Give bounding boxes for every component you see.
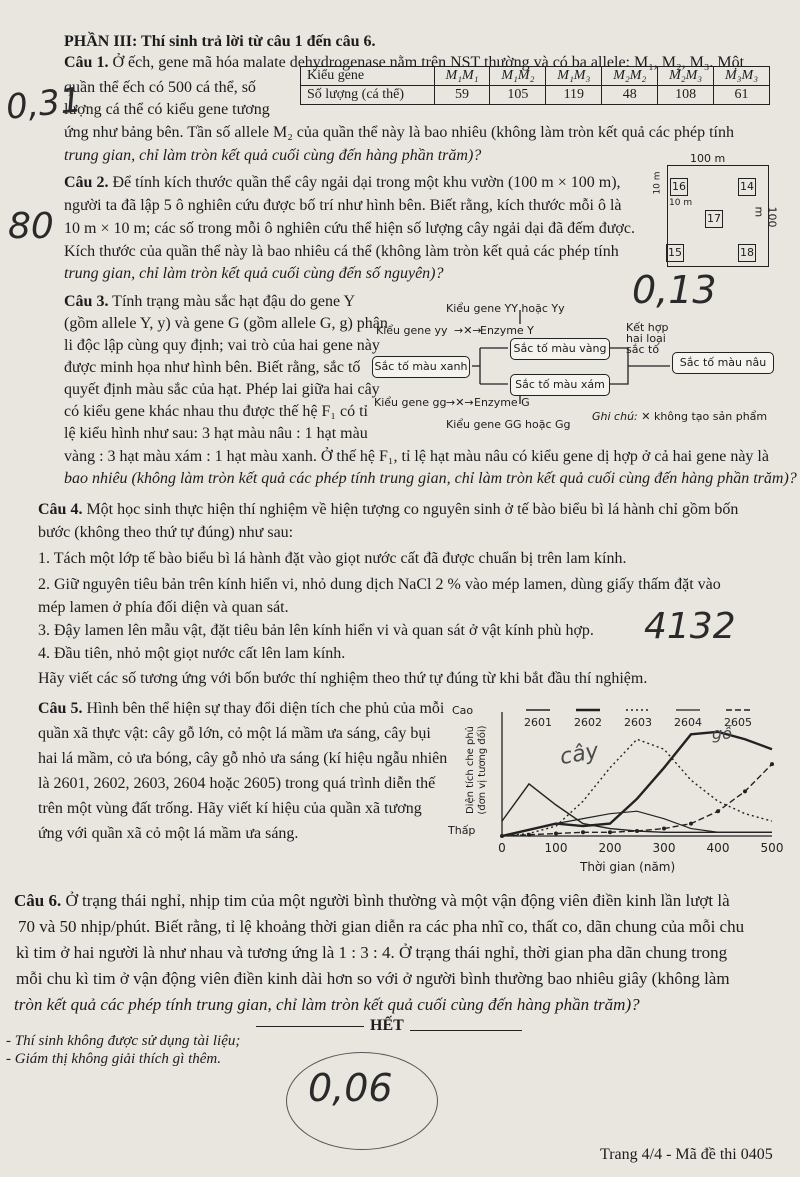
- table-cell: M₂M₂: [602, 67, 658, 86]
- q4-text1: Một học sinh thực hiện thí nghiệm về hiện tượng co nguyên sinh ở tế bào biểu bì lá hành chỉ gồm bốn: [82, 501, 739, 518]
- q4-label: Câu 4.: [38, 501, 83, 518]
- y-top-label: Cao: [452, 704, 474, 717]
- yy-genotype-label: Kiểu gene yy: [376, 324, 448, 337]
- connector-branch: [480, 348, 508, 384]
- gray-pigment-box: Sắc tố màu xám: [510, 374, 610, 396]
- end-rule-left: [256, 1026, 364, 1027]
- table-cell: Kiểu gene: [301, 67, 435, 86]
- x-tick-label: 300: [652, 841, 676, 855]
- q4-final: Hãy viết các số tương ứng với bốn bước thí nghiệm theo thứ tự đúng từ khi bắt đầu thí nghiệm.: [38, 670, 648, 687]
- series-point-2605: [554, 832, 558, 836]
- bottom-genotype-label: Kiểu gene GG hoặc Gg: [446, 418, 571, 431]
- q4-step-1: 1. Tách một lớp tế bào biểu bì lá hành đặt vào giọt nước cất đã được chuẩn bị trên lam kính.: [38, 550, 627, 567]
- q5-line6: ứng với quần xã cỏ một lá mầm ưa sáng.: [38, 825, 299, 842]
- q3-label: Câu 3.: [64, 293, 109, 310]
- combine-label: Kết hợp hai loại sắc tố: [626, 321, 669, 356]
- q6-label: Câu 6.: [14, 891, 62, 910]
- diagram-note: [592, 410, 767, 423]
- q2-line1: [64, 171, 621, 194]
- handwritten-answer-4: 4132: [644, 606, 736, 647]
- no-product-icon: →✕→: [446, 396, 474, 409]
- series-point-2605: [635, 829, 639, 833]
- y-axis-label: Diện tích che phủ (đơn vị tương đối): [465, 725, 488, 815]
- note-prefix: Ghi chú:: [592, 410, 638, 423]
- q5-label: Câu 5.: [38, 700, 83, 717]
- q1-line2: quần thể ếch có 500 cá thể, số: [64, 79, 256, 96]
- q5-line5: trên một vùng đất trống. Hãy viết kí hiệu của quần xã tương: [38, 800, 422, 817]
- handwritten-answer-2: 80: [8, 206, 54, 247]
- q1-genotype-table: [300, 66, 770, 105]
- series-point-2605: [743, 789, 747, 793]
- q3-line3: li độc lập cùng quy định; vai trò của hai gene này: [64, 337, 380, 354]
- series-line-2602: [502, 732, 772, 836]
- q5-line3: hai lá mầm, cỏ ưa bóng, cây gỗ nhỏ ưa sáng (kí hiệu ngẫu nhiên: [38, 750, 448, 767]
- plot-cell: 16: [670, 178, 688, 196]
- fig-small-label: 10 m: [669, 198, 693, 208]
- table-cell: M₂M₃: [658, 67, 714, 86]
- no-product-icon: →✕→: [454, 324, 482, 337]
- q6-line1: [14, 889, 730, 912]
- enzyme-y-label: Enzyme Y: [480, 324, 534, 337]
- series-point-2605: [770, 762, 774, 766]
- legend-label-2602: 2602: [574, 716, 602, 729]
- q4-step-2: 2. Giữ nguyên tiêu bản trên kính hiển vi, nhỏ dung dịch NaCl 2 % vào mép lamen, dùng giấy thấm đặt vào: [38, 576, 721, 593]
- q6-line2: 70 và 50 nhịp/phút. Biết rằng, tỉ lệ khoảng thời gian diễn ra các pha nhĩ co, thất co, dãn chung của mỗi chu: [18, 917, 745, 936]
- table-cell: 108: [658, 86, 714, 105]
- note-1: - Thí sinh không được sử dụng tài liệu;: [6, 1033, 241, 1049]
- q3-line7: lệ kiểu hình như sau: 3 hạt màu nâu : 1 hạt màu: [64, 425, 368, 442]
- q2-label: Câu 2.: [64, 174, 109, 191]
- plot-cell: 14: [738, 178, 756, 196]
- q5-line1: [38, 697, 444, 720]
- top-genotype-label: Kiểu gene YY hoặc Yy: [446, 302, 565, 315]
- q6-line5: tròn kết quả các phép tính trung gian, chỉ làm tròn kết quả cuối cùng đến hàng phần trăm)?: [14, 995, 640, 1014]
- q5-line2: quần xã thực vật: cây gỗ lớn, cỏ một lá mầm ưa sáng, cây bụi: [38, 725, 431, 742]
- table-cell: M₁M₁: [434, 67, 490, 86]
- q5-text1: Hình bên thể hiện sự thay đổi diện tích che phủ của mỗi: [82, 700, 445, 717]
- q1-line3: lượng cá thể có kiểu gene tương: [64, 101, 270, 118]
- note-2: - Giám thị không giải thích gì thêm.: [6, 1051, 221, 1067]
- q3-line9: bao nhiêu (không làm tròn kết quả các phép tính trung gian, chỉ làm tròn kết quả cuối cùng đến hàng phần trăm)?: [64, 470, 797, 487]
- x-tick-label: 500: [760, 841, 784, 855]
- series-point-2605: [608, 830, 612, 834]
- q4-line1: [38, 498, 738, 521]
- enzyme-g-label: Enzyme G: [474, 396, 530, 409]
- q3-line6: có kiểu gene khác nhau thu được thế hệ F₁ có tỉ: [64, 403, 368, 420]
- q3-line8: vàng : 3 hạt màu xám : 1 hạt màu xanh. Ở thế hệ F₁, tỉ lệ hạt màu nâu có kiểu gene dị hợp ở cả hai gene này là: [64, 448, 769, 465]
- table-row: [301, 67, 770, 86]
- handwritten-circle: [286, 1052, 438, 1150]
- y-bottom-label: Thấp: [448, 824, 476, 837]
- note-text: không tạo sản phẩm: [653, 410, 768, 423]
- q3-line5: quyết định màu sắc của hạt. Phép lai giữa hai cây: [64, 381, 380, 398]
- x-tick-label: 0: [498, 841, 506, 855]
- x-tick-label: 200: [598, 841, 622, 855]
- handwritten-note-wood: gỗ: [712, 724, 732, 743]
- q2-line3: 10 m × 10 m; các số trong mỗi ô nghiên cứu thể hiện số lượng cây ngải dại đã đếm được.: [64, 220, 635, 237]
- q3-line1: [64, 290, 355, 313]
- q1-line5: trung gian, chỉ làm tròn kết quả cuối cùng đến hàng phần trăm)?: [64, 147, 482, 164]
- table-cell: M₁M₂: [490, 67, 546, 86]
- fig-top-label: 100 m: [690, 152, 726, 165]
- q2-line5: trung gian, chỉ làm tròn kết quả cuối cùng đến số nguyên)?: [64, 265, 444, 282]
- cross-icon: ✕: [641, 410, 651, 423]
- handwritten-answer-3: 0,13: [632, 268, 717, 312]
- q4-step-3: 3. Đậy lamen lên mẫu vật, đặt tiêu bản lên kính hiển vi và quan sát ở vật kính phù hợp.: [38, 622, 594, 639]
- q1-label: Câu 1.: [64, 54, 109, 71]
- q2-line4: [64, 240, 619, 263]
- q4-step-4: 4. Đầu tiên, nhỏ một giọt nước cất lên lam kính.: [38, 645, 346, 662]
- q6-text1: Ở trạng thái nghỉ, nhịp tim của một người bình thường và một vận động viên điền kinh lần lượt là: [61, 891, 730, 910]
- pigment-pathway-diagram: [370, 296, 780, 436]
- table-row: [301, 86, 770, 105]
- q3-line4: được minh họa như hình bên. Biết rằng, sắc tố: [64, 359, 361, 376]
- table-cell: 61: [714, 86, 770, 105]
- q2-line2: người ta đã lập 5 ô nghiên cứu được bố trí như hình bên. Biết rằng, kích thước mỗi ô là: [64, 197, 622, 214]
- plot-cell: 15: [666, 244, 684, 262]
- table-cell: 48: [602, 86, 658, 105]
- series-point-2605: [500, 834, 504, 838]
- gg-genotype-label: Kiểu gene gg: [374, 396, 447, 409]
- x-tick-label: 400: [706, 841, 730, 855]
- legend-label-2604: 2604: [674, 716, 702, 729]
- series-line-2601: [502, 784, 772, 832]
- fig-side-label: 100 m: [752, 206, 779, 228]
- brown-pigment-box: Sắc tố màu nâu: [672, 352, 774, 374]
- legend-label-2601: 2601: [524, 716, 552, 729]
- x-tick-label: 100: [544, 841, 568, 855]
- table-cell: 105: [490, 86, 546, 105]
- page-footer: Trang 4/4 - Mã đề thi 0405: [600, 1146, 773, 1163]
- q2-text1: Để tính kích thước quần thể cây ngải dại trong một khu vườn (100 m × 100 m),: [108, 174, 621, 191]
- chart-plot-area: [452, 700, 792, 876]
- handwritten-answer-1: 0,31: [4, 80, 84, 128]
- table-cell: M₃M₃: [714, 67, 770, 86]
- q5-line4: là 2601, 2602, 2603, 2604 hoặc 2605) trong quá trình diễn thế: [38, 775, 436, 792]
- yellow-pigment-box: Sắc tố màu vàng: [510, 338, 610, 360]
- succession-chart: [448, 700, 792, 876]
- q4-line2: bước (không theo thứ tự đúng) như sau:: [38, 524, 294, 541]
- q2-text4: Kích thước của quần thể này là bao nhiêu cá thể (không làm tròn kết quả các phép tính: [64, 243, 619, 260]
- table-cell: M₁M₃: [546, 67, 602, 86]
- series-point-2605: [716, 809, 720, 813]
- q4-step-2-cont: mép lamen ở phía đối diện và quan sát.: [38, 599, 289, 616]
- fig-small-v-label: 10 m: [652, 171, 663, 195]
- q3-line2: (gồm allele Y, y) và gene G (gồm allele G, g) phân: [64, 315, 388, 332]
- series-point-2605: [581, 830, 585, 834]
- table-cell: Số lượng (cá thể): [301, 86, 435, 105]
- q2-plot-figure: [652, 152, 779, 274]
- q1-text1: Ở ếch, gene mã hóa malate dehydrogenase nằm trên NST thường và có ba allele: M₁, M₂, M₃. Một: [108, 54, 745, 71]
- series-point-2605: [527, 833, 531, 837]
- end-rule-right: [410, 1030, 522, 1031]
- table-cell: 119: [546, 86, 602, 105]
- table-cell: 59: [434, 86, 490, 105]
- green-pigment-box: Sắc tố màu xanh: [372, 356, 470, 378]
- q1-line4: ứng như bảng bên. Tần số allele M₂ của quần thể này là bao nhiêu (không làm tròn kết quả các phép tính: [64, 124, 734, 141]
- q3-text1: Tính trạng màu sắc hạt đậu do gene Y: [108, 293, 356, 310]
- plot-cell: 17: [705, 210, 723, 228]
- series-line-2603: [502, 739, 772, 836]
- q6-line4: mỗi chu kì tim ở vận động viên điền kinh dài hơn so với ở người bình thường bao nhiêu giây (không làm: [16, 969, 730, 988]
- q6-line3: kì tim ở hai người là như nhau và tương ứng là 1 : 3 : 4. Ở trạng thái nghỉ, thời gian pha dãn chung trong: [16, 943, 728, 962]
- legend-label-2603: 2603: [624, 716, 652, 729]
- plot-cell: 18: [738, 244, 756, 262]
- section-title: PHẦN III: Thí sinh trả lời từ câu 1 đến câu 6.: [64, 33, 376, 50]
- legend-label-2605: 2605: [724, 716, 752, 729]
- x-axis-label: Thời gian (năm): [580, 860, 676, 874]
- end-word: HẾT: [370, 1017, 404, 1034]
- series-point-2605: [662, 827, 666, 831]
- series-point-2605: [689, 822, 693, 826]
- handwritten-note-tree: cây: [558, 738, 601, 771]
- handwritten-answer-5: 0,06: [308, 1066, 393, 1110]
